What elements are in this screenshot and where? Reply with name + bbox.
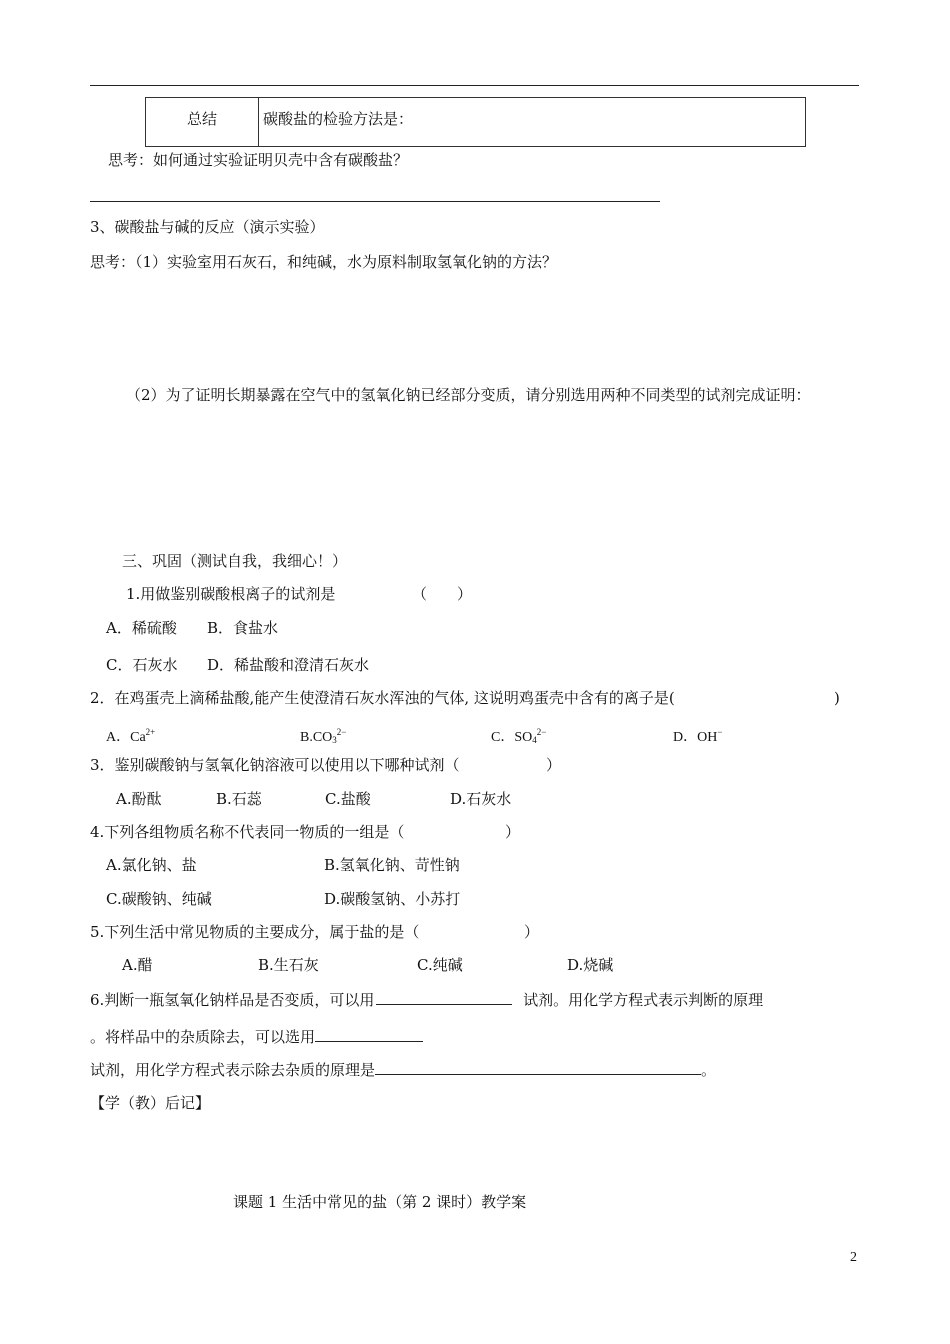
question-1-option-b: B．食盐水 (207, 619, 279, 637)
question-3-close: ） (546, 756, 562, 774)
think-question-3: （2）为了证明长期暴露在空气中的氢氧化钠已经部分变质，请分别选用两种不同类型的试剂完成证明： (126, 386, 811, 404)
question-6-line-2: 。将样品中的杂质除去，可以选用 (90, 1025, 423, 1047)
question-3-option-b: B.石蕊 (216, 790, 262, 808)
header-rule (90, 85, 859, 86)
question-5-option-d: D.烧碱 (567, 956, 614, 974)
question-6-line-1: 6.判断一瓶氢氧化钠样品是否变质，可以用 试剂。用化学方程式表示判断的原理 (90, 988, 763, 1010)
question-1-option-d: D．稀盐酸和澄清石灰水 (207, 656, 370, 674)
question-3-option-d: D.石灰水 (450, 790, 512, 808)
section-3-heading: 3、碳酸盐与碱的反应（演示实验） (90, 218, 325, 236)
question-3-option-c: C.盐酸 (325, 790, 371, 808)
question-1-option-a: A．稀硫酸 (106, 619, 177, 637)
question-4-option-c: C.碳酸钠、纯碱 (106, 890, 212, 908)
summary-table (145, 97, 806, 147)
question-1-paren: （ ） (412, 585, 473, 603)
question-2-option-a: A．$Ca^{2+}$ (106, 727, 156, 745)
question-6-line-3: 试剂，用化学方程式表示除去杂质的原理是 。 (90, 1058, 716, 1080)
page-number: 2 (850, 1250, 857, 1265)
question-4-option-b: B.氢氧化钠、苛性钠 (324, 856, 460, 874)
answer-line-1 (90, 201, 660, 202)
blank-equation[interactable] (375, 1058, 701, 1075)
consolidate-heading: 三、巩固（测试自我，我细心！） (122, 552, 348, 570)
question-2-option-d: D．OH− (673, 727, 723, 745)
question-4-option-d: D.碳酸氢钠、小苏打 (324, 890, 461, 908)
question-4-close: ） (505, 823, 521, 841)
question-4-option-a: A.氯化钠、盐 (106, 856, 197, 874)
question-3-stem: 3．鉴别碳酸钠与氢氧化钠溶液可以使用以下哪种试剂（ (90, 756, 460, 774)
question-3-option-a: A.酚酞 (116, 790, 162, 808)
footer-title: 课题 1 生活中常见的盐（第 2 课时）教学案 (233, 1193, 527, 1211)
blank-reagent-2[interactable] (315, 1025, 423, 1042)
question-2-close: ) (834, 689, 840, 707)
think-question-1: 思考：如何通过实验证明贝壳中含有碳酸盐？ (108, 151, 409, 169)
question-1-option-c: C．石灰水 (106, 656, 178, 674)
question-2-option-c: C．$SO_4^{2-}$ (491, 727, 547, 745)
question-5-option-c: C.纯碱 (417, 956, 463, 974)
summary-content-cell: 碳酸盐的检验方法是： (259, 98, 806, 147)
afterword-heading: 【学（教）后记】 (90, 1094, 211, 1112)
blank-reagent-1[interactable] (376, 988, 512, 1005)
question-5-stem: 5.下列生活中常见物质的主要成分，属于盐的是（ (90, 923, 420, 941)
question-2-option-b: $B.CO_3^{2-}$ (300, 727, 347, 745)
question-5-close: ） (524, 923, 540, 941)
question-5-option-b: B.生石灰 (258, 956, 319, 974)
summary-header-cell: 总结 (146, 98, 259, 147)
question-1-stem: 1.用做鉴别碳酸根离子的试剂是 (126, 585, 336, 603)
think-question-2: 思考：（1）实验室用石灰石，和纯碱，水为原料制取氢氧化钠的方法？ (90, 253, 558, 271)
question-5-option-a: A.醋 (122, 956, 153, 974)
question-2-stem: 2．在鸡蛋壳上滴稀盐酸,能产生使澄清石灰水浑浊的气体, 这说明鸡蛋壳中含有的离子是( (90, 689, 675, 707)
question-4-stem: 4.下列各组物质名称不代表同一物质的一组是（ (90, 823, 405, 841)
